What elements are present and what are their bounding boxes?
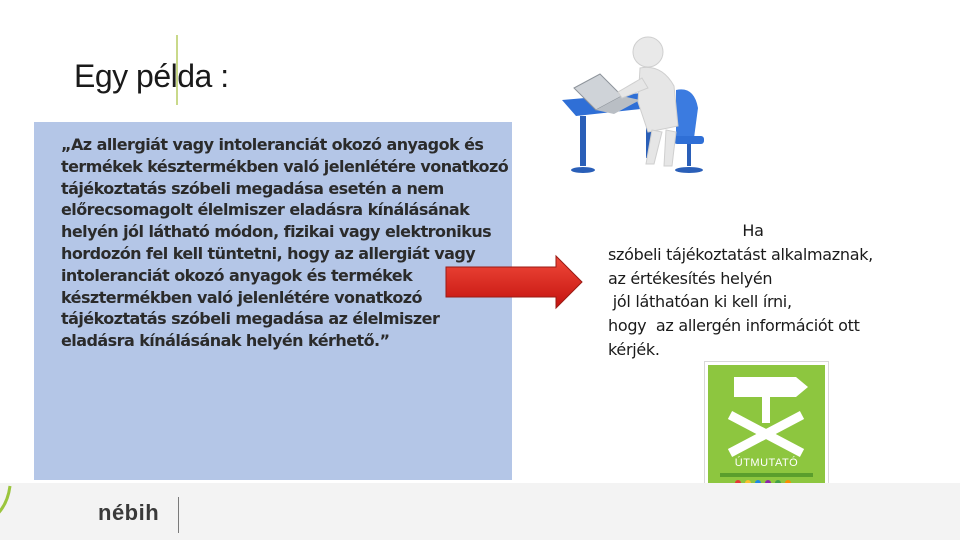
right-text bbox=[608, 219, 908, 362]
quote-text: „Az allergiát vagy intoleranciát okozó anyagok és termékek késztermékben való jelenlétére vonatkozó tájékoztatás szóbeli megadása esetén a nem előrecsomagolt élelmiszer eladásra kínálásának helyén jól látható módon, fizikai vagy elektronikus hordozón fel kell tüntetni, hogy az allergiát vagy intoleranciát okozó anyagok és termékek késztermékben való jelenlétére vonatkozó tájékoztatás szóbeli megadása az élelmiszer eladásra kínálásának helyén kérhető.” bbox=[61, 135, 509, 351]
fork-knife-icon bbox=[708, 365, 825, 492]
red-arrow-icon bbox=[444, 254, 584, 310]
laptop-user-icon bbox=[556, 30, 712, 180]
right-line: az értékesítés helyén bbox=[608, 268, 773, 288]
nebih-logo: nébih bbox=[98, 500, 160, 525]
right-line: kérjék. bbox=[608, 339, 660, 359]
footer-curve bbox=[0, 466, 40, 526]
right-line: hogy az allergén információt ott bbox=[608, 316, 860, 336]
cover-label: ÚTMUTATÓ bbox=[734, 457, 799, 469]
slide-title: Egy példa : bbox=[74, 58, 229, 94]
right-line: jól láthatóan ki kell írni, bbox=[608, 292, 792, 312]
logo-divider bbox=[178, 497, 179, 533]
guide-cover-icon bbox=[704, 361, 829, 496]
right-line: Ha bbox=[742, 221, 764, 240]
right-line: szóbeli tájékoztatást alkalmaznak, bbox=[608, 244, 873, 264]
guide-cover-art bbox=[708, 365, 825, 492]
